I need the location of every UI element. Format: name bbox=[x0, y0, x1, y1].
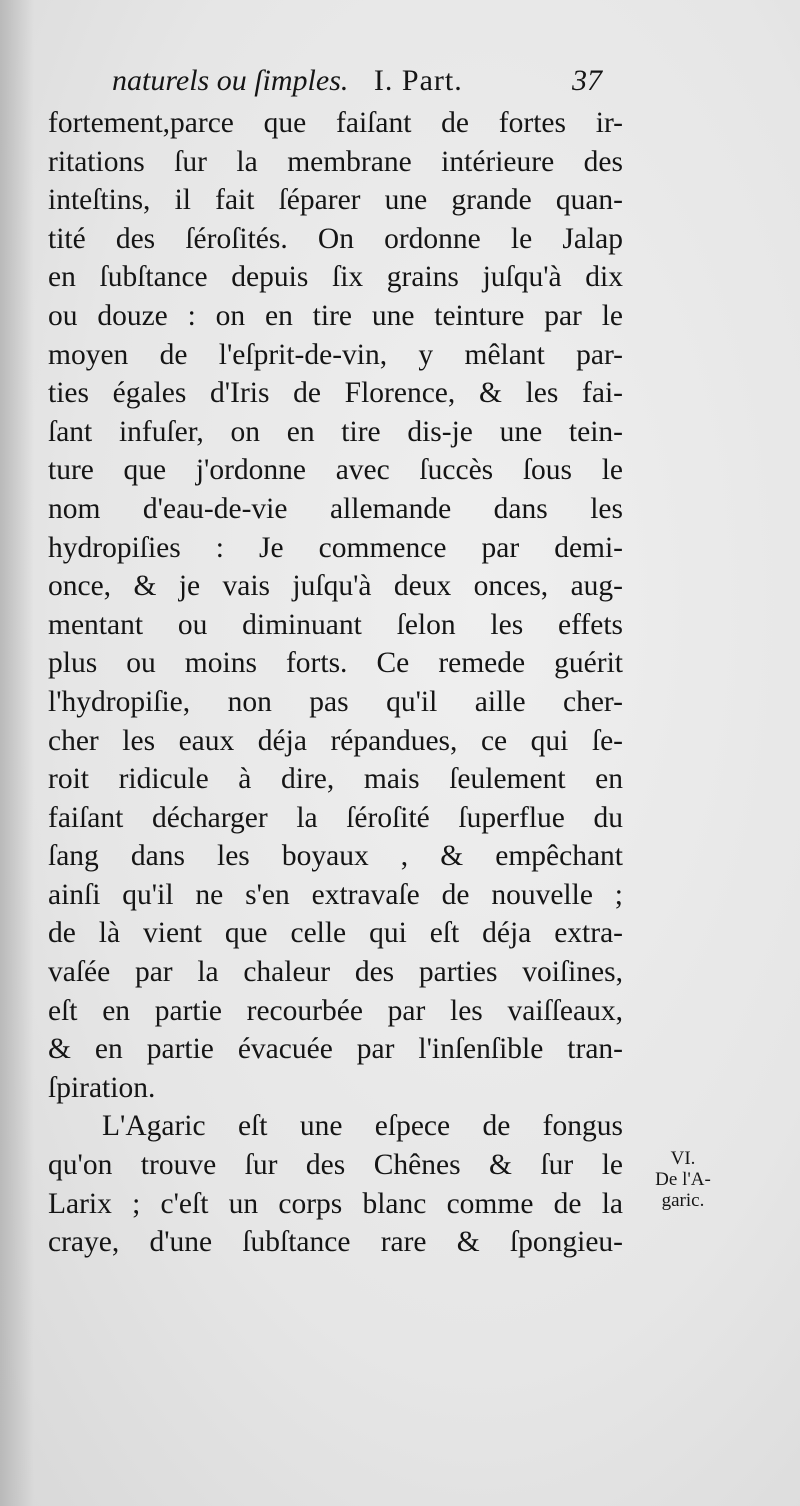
gutter-shadow bbox=[0, 0, 34, 1506]
text-line: mentant ou diminuant ſelon les effets bbox=[48, 608, 623, 641]
text-line: ſang dans les boyaux , & empêchant bbox=[48, 840, 623, 873]
body-text bbox=[48, 104, 623, 1262]
text-line: roit ridicule à dire, mais ſeulement en bbox=[48, 763, 623, 796]
text-line: & en partie évacuée par l'inſenſible tran- bbox=[48, 1033, 623, 1066]
text-line: en ſubſtance depuis ſix grains juſqu'à dix bbox=[48, 261, 623, 294]
paragraph-start-line: L'Agaric eſt une eſpece de fongus bbox=[102, 1110, 623, 1143]
page-number: 37 bbox=[572, 64, 602, 97]
margin-note-number: VI. bbox=[670, 1148, 696, 1169]
text-line: ties égales d'Iris de Florence, & les fai- bbox=[48, 377, 623, 410]
margin-note-line: garic. bbox=[661, 1190, 705, 1211]
text-line: de là vient que celle qui eſt déja extra- bbox=[48, 917, 623, 950]
margin-note-line: De l'A- bbox=[655, 1169, 711, 1190]
text-line: craye, d'une ſubſtance rare & ſpongieu- bbox=[48, 1226, 623, 1259]
text-line: tité des ſéroſités. On ordonne le Jalap bbox=[48, 222, 623, 255]
text-line: fortement,parce que faiſant de fortes ir- bbox=[48, 107, 623, 139]
text-line: Larix ; c'eſt un corps blanc comme de la bbox=[48, 1187, 623, 1220]
part-label: I. Part. bbox=[373, 64, 463, 97]
text-line: nom d'eau-de-vie allemande dans les bbox=[48, 492, 623, 525]
running-header bbox=[112, 58, 612, 104]
text-line: ture que j'ordonne avec ſuccès ſous le bbox=[48, 454, 623, 487]
text-line: cher les eaux déja répandues, ce qui ſe- bbox=[48, 724, 623, 757]
text-line: ou douze : on en tire une teinture par le bbox=[48, 299, 623, 332]
running-title: naturels ou ſimples. bbox=[112, 64, 349, 97]
text-line: faiſant décharger la ſéroſité ſuperflue du bbox=[48, 801, 623, 834]
text-line: ſant infuſer, on en tire dis-je une tein- bbox=[48, 415, 623, 448]
text-line: ſpiration. bbox=[48, 1071, 156, 1104]
text-line: qu'on trouve ſur des Chênes & ſur le bbox=[48, 1149, 623, 1182]
text-line: vaſée par la chaleur des parties voiſines, bbox=[48, 956, 623, 989]
text-line: ainſi qu'il ne s'en extravaſe de nouvelle ; bbox=[48, 878, 623, 911]
text-line: plus ou moins forts. Ce remede guérit bbox=[48, 647, 623, 680]
text-line: ritations ſur la membrane intérieure des bbox=[48, 145, 623, 178]
margin-note bbox=[628, 1148, 738, 1211]
text-line: l'hydropiſie, non pas qu'il aille cher- bbox=[48, 685, 623, 718]
text-line: hydropiſies : Je commence par demi- bbox=[48, 531, 623, 564]
text-line: moyen de l'eſprit-de-vin, y mêlant par- bbox=[48, 338, 623, 371]
text-line: eſt en partie recourbée par les vaiſſeaux, bbox=[48, 994, 623, 1027]
text-line: once, & je vais juſqu'à deux onces, aug- bbox=[48, 570, 623, 603]
text-line: inteſtins, il fait ſéparer une grande quan- bbox=[48, 184, 623, 217]
